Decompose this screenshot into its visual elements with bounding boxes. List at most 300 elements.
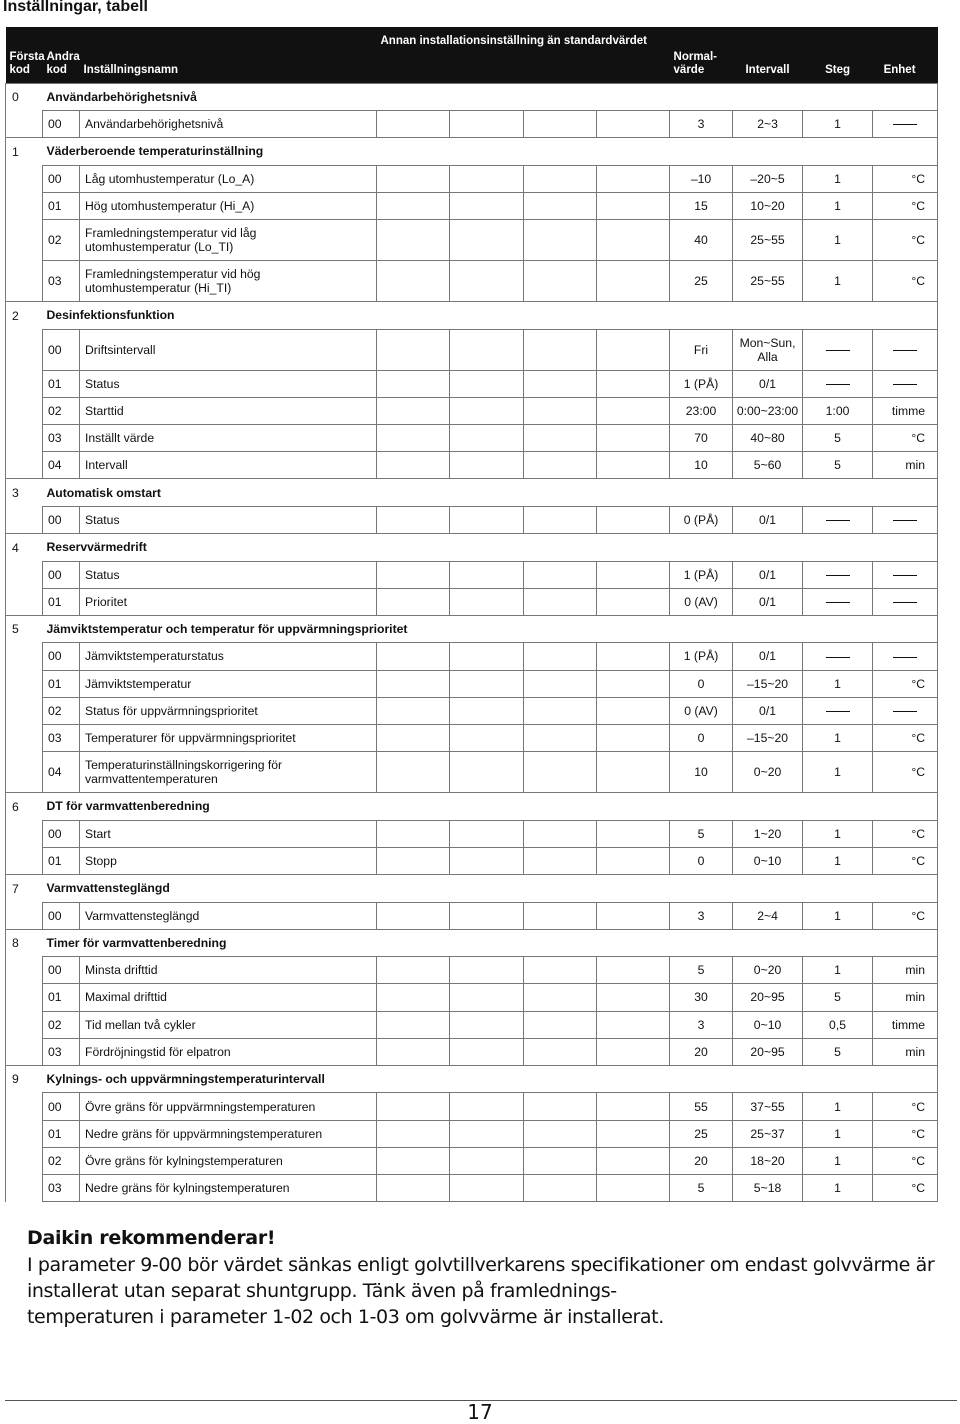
- first-code-blank: [6, 588, 43, 615]
- custom-value-cell: [597, 220, 670, 261]
- custom-value-cell: [597, 111, 670, 138]
- first-code-blank: [6, 1120, 43, 1147]
- first-code-blank: [6, 643, 43, 670]
- group-code: 6: [6, 793, 43, 821]
- table-row: [6, 1093, 938, 1120]
- unit-value: [873, 643, 938, 670]
- table-row: [6, 192, 938, 219]
- custom-value-cell: [597, 1175, 670, 1202]
- page-number: 17: [467, 1400, 493, 1424]
- settings-table: [5, 27, 938, 1202]
- setting-name-text: Temperaturinställningskorrigering för varmvattentemperaturen: [85, 758, 283, 787]
- table-row: [6, 506, 938, 533]
- custom-value-cell: [377, 1147, 450, 1174]
- normal-value: 5: [670, 820, 733, 847]
- unit-value: min: [873, 984, 938, 1011]
- custom-value-cell: [597, 165, 670, 192]
- custom-value-cell: [450, 752, 524, 793]
- custom-value-cell: [524, 902, 597, 929]
- custom-value-cell: [450, 1147, 524, 1174]
- unit-value: [873, 588, 938, 615]
- dash-mark: [893, 575, 917, 576]
- normal-value: 10: [670, 752, 733, 793]
- setting-name: Nedre gräns för kylningstemperaturen: [80, 1175, 377, 1202]
- normal-value: –10: [670, 165, 733, 192]
- second-code: 03: [43, 261, 80, 302]
- dash-mark: [826, 602, 850, 603]
- unit-value: [873, 329, 938, 370]
- note-body: [27, 1252, 957, 1330]
- custom-value-cell: [450, 561, 524, 588]
- dash-mark: [826, 384, 850, 385]
- unit-value: °C: [873, 724, 938, 751]
- group-row: [6, 138, 938, 166]
- table-row: [6, 902, 938, 929]
- table-row: [6, 1175, 938, 1202]
- table-row: [6, 561, 938, 588]
- normal-value: 20: [670, 1147, 733, 1174]
- table-row: [6, 697, 938, 724]
- dash-mark: [893, 384, 917, 385]
- second-code: 04: [43, 752, 80, 793]
- setting-name: Övre gräns för uppvärmningstemperaturen: [80, 1093, 377, 1120]
- setting-name: Tid mellan två cykler: [80, 1011, 377, 1038]
- interval-value: 5~60: [733, 452, 803, 479]
- first-code-blank: [6, 984, 43, 1011]
- dash-mark: [893, 602, 917, 603]
- unit-value: °C: [873, 261, 938, 302]
- custom-value-cell: [450, 1175, 524, 1202]
- table-row: [6, 111, 938, 138]
- interval-value: 25~55: [733, 220, 803, 261]
- group-name: Användarbehörighetsnivå: [43, 83, 938, 111]
- second-code: 02: [43, 220, 80, 261]
- custom-value-cell: [377, 111, 450, 138]
- custom-value-cell: [524, 697, 597, 724]
- custom-value-cell: [377, 192, 450, 219]
- second-code: 00: [43, 111, 80, 138]
- custom-value-cell: [597, 1147, 670, 1174]
- unit-value: timme: [873, 397, 938, 424]
- interval-value: 37~55: [733, 1093, 803, 1120]
- group-code: 2: [6, 302, 43, 330]
- custom-value-cell: [597, 752, 670, 793]
- custom-value-cell: [450, 1093, 524, 1120]
- setting-name: Intervall: [80, 452, 377, 479]
- second-code: 00: [43, 561, 80, 588]
- unit-value: [873, 506, 938, 533]
- custom-value-cell: [597, 1011, 670, 1038]
- group-code: 7: [6, 875, 43, 903]
- second-code: 01: [43, 192, 80, 219]
- step-value: 1: [803, 957, 873, 984]
- custom-value-cell: [597, 697, 670, 724]
- unit-value: min: [873, 1038, 938, 1065]
- group-name: DT för varmvattenberedning: [43, 793, 938, 821]
- step-value: [803, 561, 873, 588]
- normal-value: 25: [670, 261, 733, 302]
- table-row: [6, 397, 938, 424]
- custom-value-cell: [524, 1175, 597, 1202]
- custom-value-cell: [524, 670, 597, 697]
- group-row: [6, 534, 938, 562]
- custom-value-cell: [524, 329, 597, 370]
- normal-value: 0: [670, 724, 733, 751]
- interval-value: –15~20: [733, 670, 803, 697]
- group-row: [6, 479, 938, 507]
- first-code-blank: [6, 452, 43, 479]
- custom-value-cell: [377, 847, 450, 874]
- custom-value-cell: [377, 165, 450, 192]
- custom-value-cell: [524, 397, 597, 424]
- custom-value-cell: [597, 1120, 670, 1147]
- custom-value-cell: [597, 192, 670, 219]
- first-code-blank: [6, 192, 43, 219]
- custom-value-cell: [597, 397, 670, 424]
- custom-value-cell: [377, 329, 450, 370]
- dash-mark: [826, 350, 850, 351]
- unit-value: °C: [873, 192, 938, 219]
- unit-value: °C: [873, 1147, 938, 1174]
- header-normalvarde: Normal- värde: [670, 27, 733, 83]
- step-value: 1: [803, 820, 873, 847]
- step-value: [803, 588, 873, 615]
- recommendation-note: [27, 1227, 957, 1330]
- custom-value-cell: [524, 165, 597, 192]
- first-code-blank: [6, 1038, 43, 1065]
- unit-value: °C: [873, 220, 938, 261]
- unit-value: °C: [873, 1093, 938, 1120]
- custom-value-cell: [450, 397, 524, 424]
- second-code: 00: [43, 820, 80, 847]
- step-value: 5: [803, 984, 873, 1011]
- normal-value: 3: [670, 111, 733, 138]
- group-name: Timer för varmvattenberedning: [43, 929, 938, 957]
- normal-value: 30: [670, 984, 733, 1011]
- setting-name: Övre gräns för kylningstemperaturen: [80, 1147, 377, 1174]
- step-value: 5: [803, 1038, 873, 1065]
- unit-value: °C: [873, 1120, 938, 1147]
- interval-value: 18~20: [733, 1147, 803, 1174]
- custom-value-cell: [450, 452, 524, 479]
- step-value: 1: [803, 724, 873, 751]
- step-value: 5: [803, 424, 873, 451]
- custom-value-cell: [524, 506, 597, 533]
- group-row: [6, 929, 938, 957]
- custom-value-cell: [377, 643, 450, 670]
- interval-value: 40~80: [733, 424, 803, 451]
- custom-value-cell: [597, 370, 670, 397]
- custom-value-cell: [450, 847, 524, 874]
- custom-value-cell: [597, 847, 670, 874]
- dash-mark: [893, 520, 917, 521]
- header-andra-kod: Andra kod: [43, 27, 80, 83]
- setting-name: Hög utomhustemperatur (Hi_A): [80, 192, 377, 219]
- interval-value: –20~5: [733, 165, 803, 192]
- second-code: 00: [43, 643, 80, 670]
- custom-value-cell: [377, 1038, 450, 1065]
- first-code-blank: [6, 1093, 43, 1120]
- second-code: 01: [43, 370, 80, 397]
- step-value: 1: [803, 165, 873, 192]
- normal-value: 23:00: [670, 397, 733, 424]
- custom-value-cell: [450, 111, 524, 138]
- normal-value: 55: [670, 1093, 733, 1120]
- custom-value-cell: [524, 561, 597, 588]
- second-code: 00: [43, 957, 80, 984]
- interval-value: 20~95: [733, 984, 803, 1011]
- setting-name: Status: [80, 506, 377, 533]
- first-code-blank: [6, 724, 43, 751]
- custom-value-cell: [597, 561, 670, 588]
- custom-value-cell: [377, 424, 450, 451]
- dash-mark: [893, 350, 917, 351]
- custom-value-cell: [377, 697, 450, 724]
- normal-value: 15: [670, 192, 733, 219]
- dash-mark: [893, 124, 917, 125]
- normal-value: 1 (PÅ): [670, 561, 733, 588]
- custom-value-cell: [377, 724, 450, 751]
- second-code: 01: [43, 984, 80, 1011]
- custom-value-cell: [450, 643, 524, 670]
- second-code: 03: [43, 1038, 80, 1065]
- custom-value-cell: [450, 724, 524, 751]
- group-name: Automatisk omstart: [43, 479, 938, 507]
- dash-mark: [893, 711, 917, 712]
- custom-value-cell: [450, 370, 524, 397]
- first-code-blank: [6, 1175, 43, 1202]
- step-value: [803, 697, 873, 724]
- step-value: 1: [803, 902, 873, 929]
- group-code: 4: [6, 534, 43, 562]
- table-row: [6, 452, 938, 479]
- group-row: [6, 875, 938, 903]
- step-value: 1: [803, 847, 873, 874]
- group-code: 5: [6, 615, 43, 643]
- second-code: 00: [43, 165, 80, 192]
- step-value: [803, 506, 873, 533]
- group-row: [6, 615, 938, 643]
- interval-value: 0~20: [733, 957, 803, 984]
- setting-name: Status för uppvärmningsprioritet: [80, 697, 377, 724]
- dash-mark: [826, 575, 850, 576]
- custom-value-cell: [524, 370, 597, 397]
- step-value: [803, 643, 873, 670]
- unit-value: [873, 697, 938, 724]
- custom-value-cell: [597, 506, 670, 533]
- setting-name: Prioritet: [80, 588, 377, 615]
- table-row: [6, 261, 938, 302]
- first-code-blank: [6, 561, 43, 588]
- second-code: 02: [43, 697, 80, 724]
- second-code: 01: [43, 670, 80, 697]
- interval-value: 0/1: [733, 643, 803, 670]
- step-value: [803, 329, 873, 370]
- custom-value-cell: [450, 165, 524, 192]
- table-row: [6, 329, 938, 370]
- unit-value: timme: [873, 1011, 938, 1038]
- custom-value-cell: [524, 847, 597, 874]
- table-row: [6, 752, 938, 793]
- step-value: 1: [803, 670, 873, 697]
- interval-value: 0/1: [733, 588, 803, 615]
- custom-value-cell: [597, 724, 670, 751]
- note-line: installerat utan separat shuntgrupp. Tänk även på framlednings-: [27, 1280, 617, 1302]
- normal-value: 0: [670, 670, 733, 697]
- unit-value: min: [873, 452, 938, 479]
- first-code-blank: [6, 424, 43, 451]
- step-value: 1:00: [803, 397, 873, 424]
- group-name: Kylnings- och uppvärmningstemperaturintervall: [43, 1065, 938, 1093]
- setting-name: Jämviktstemperaturstatus: [80, 643, 377, 670]
- setting-name-text: Framledningstemperatur vid hög utomhustemperatur (Hi_TI): [85, 267, 261, 296]
- setting-name: Status: [80, 370, 377, 397]
- custom-value-cell: [524, 220, 597, 261]
- custom-value-cell: [597, 670, 670, 697]
- custom-value-cell: [377, 370, 450, 397]
- normal-value: Fri: [670, 329, 733, 370]
- step-value: 1: [803, 220, 873, 261]
- table-row: [6, 1147, 938, 1174]
- interval-value: –15~20: [733, 724, 803, 751]
- custom-value-cell: [524, 1093, 597, 1120]
- first-code-blank: [6, 506, 43, 533]
- group-code: 8: [6, 929, 43, 957]
- second-code: 02: [43, 397, 80, 424]
- setting-name: Nedre gräns för uppvärmningstemperaturen: [80, 1120, 377, 1147]
- group-name: Varmvattensteglängd: [43, 875, 938, 903]
- custom-value-cell: [524, 1147, 597, 1174]
- table-row: [6, 424, 938, 451]
- step-value: 5: [803, 452, 873, 479]
- interval-value: 0/1: [733, 697, 803, 724]
- step-value: 1: [803, 111, 873, 138]
- normal-value: 20: [670, 1038, 733, 1065]
- table-row: [6, 165, 938, 192]
- group-code: 3: [6, 479, 43, 507]
- setting-name: Minsta drifttid: [80, 957, 377, 984]
- custom-value-cell: [597, 261, 670, 302]
- normal-value: 70: [670, 424, 733, 451]
- second-code: 00: [43, 506, 80, 533]
- custom-value-cell: [450, 192, 524, 219]
- interval-value: 0:00~23:00: [733, 397, 803, 424]
- interval-value: 25~55: [733, 261, 803, 302]
- setting-name: Fördröjningstid för elpatron: [80, 1038, 377, 1065]
- custom-value-cell: [524, 424, 597, 451]
- custom-value-cell: [524, 752, 597, 793]
- normal-value: 0 (AV): [670, 588, 733, 615]
- normal-value: 5: [670, 957, 733, 984]
- custom-value-cell: [450, 588, 524, 615]
- group-row: [6, 1065, 938, 1093]
- custom-value-cell: [524, 1038, 597, 1065]
- custom-value-cell: [597, 329, 670, 370]
- custom-value-cell: [377, 752, 450, 793]
- second-code: 01: [43, 1120, 80, 1147]
- normal-value: 3: [670, 902, 733, 929]
- normal-value: 40: [670, 220, 733, 261]
- first-code-blank: [6, 111, 43, 138]
- interval-value-text: Mon~Sun, Alla: [739, 335, 796, 364]
- setting-name: [80, 220, 377, 261]
- custom-value-cell: [597, 902, 670, 929]
- setting-name: Inställt värde: [80, 424, 377, 451]
- setting-name: [80, 752, 377, 793]
- setting-name: Driftsintervall: [80, 329, 377, 370]
- custom-value-cell: [450, 984, 524, 1011]
- normal-value: 0: [670, 847, 733, 874]
- custom-value-cell: [377, 588, 450, 615]
- custom-value-cell: [450, 220, 524, 261]
- custom-value-cell: [377, 1093, 450, 1120]
- first-code-blank: [6, 752, 43, 793]
- header-steg: Steg: [803, 27, 873, 83]
- interval-value: 25~37: [733, 1120, 803, 1147]
- custom-value-cell: [597, 1038, 670, 1065]
- group-code: 0: [6, 83, 43, 111]
- group-code: 1: [6, 138, 43, 166]
- first-code-blank: [6, 370, 43, 397]
- custom-value-cell: [597, 588, 670, 615]
- custom-value-cell: [450, 902, 524, 929]
- custom-value-cell: [377, 820, 450, 847]
- step-value: 1: [803, 752, 873, 793]
- group-code: 9: [6, 1065, 43, 1093]
- setting-name: Status: [80, 561, 377, 588]
- setting-name: Varmvattensteglängd: [80, 902, 377, 929]
- custom-value-cell: [377, 561, 450, 588]
- unit-value: °C: [873, 847, 938, 874]
- table-row: [6, 984, 938, 1011]
- first-code-blank: [6, 847, 43, 874]
- custom-value-cell: [377, 220, 450, 261]
- interval-value: 5~18: [733, 1175, 803, 1202]
- first-code-blank: [6, 670, 43, 697]
- step-value: 1: [803, 1175, 873, 1202]
- first-code-blank: [6, 329, 43, 370]
- setting-name: Stopp: [80, 847, 377, 874]
- custom-value-cell: [450, 506, 524, 533]
- normal-value: 0 (AV): [670, 697, 733, 724]
- unit-value: [873, 111, 938, 138]
- note-line: temperaturen i parameter 1-02 och 1-03 om golvvärme är installerat.: [27, 1306, 664, 1328]
- group-name: Reservvärmedrift: [43, 534, 938, 562]
- custom-value-cell: [450, 1011, 524, 1038]
- table-header: [6, 27, 938, 83]
- first-code-blank: [6, 1011, 43, 1038]
- group-row: [6, 83, 938, 111]
- normal-value: 10: [670, 452, 733, 479]
- dash-mark: [826, 711, 850, 712]
- custom-value-cell: [377, 261, 450, 302]
- table-row: [6, 847, 938, 874]
- group-name: Desinfektionsfunktion: [43, 302, 938, 330]
- custom-value-cell: [377, 902, 450, 929]
- second-code: 02: [43, 1147, 80, 1174]
- step-value: 1: [803, 1147, 873, 1174]
- table-row: [6, 670, 938, 697]
- first-code-blank: [6, 902, 43, 929]
- custom-value-cell: [450, 424, 524, 451]
- first-code-blank: [6, 1147, 43, 1174]
- normal-value: 1 (PÅ): [670, 643, 733, 670]
- unit-value: °C: [873, 902, 938, 929]
- group-name: Väderberoende temperaturinställning: [43, 138, 938, 166]
- dash-mark: [826, 657, 850, 658]
- custom-value-cell: [377, 670, 450, 697]
- table-body: [6, 83, 938, 1202]
